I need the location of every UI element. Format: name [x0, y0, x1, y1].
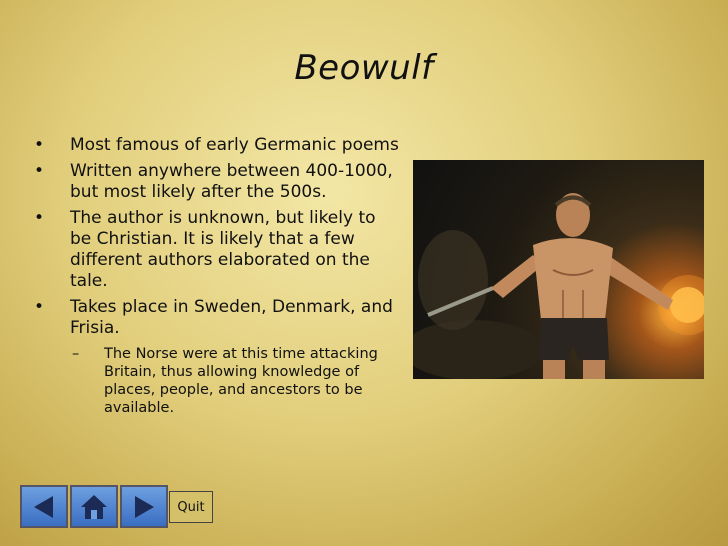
bullet-glyph: • [34, 208, 45, 228]
bullet-text: The author is unknown, but likely to be Christian. It is likely that a few different authors elaborated on the tale. [70, 208, 376, 291]
bullet-list [30, 135, 402, 417]
sub-bullet-item [70, 345, 402, 417]
slide-title: Beowulf [294, 48, 434, 88]
bullet-item [30, 161, 402, 203]
next-button[interactable] [120, 485, 168, 528]
sub-bullet-glyph: – [72, 346, 80, 362]
slide-body [30, 135, 402, 422]
forward-arrow-icon [129, 492, 159, 522]
previous-button[interactable] [20, 485, 68, 528]
beowulf-photo [413, 160, 704, 379]
home-button[interactable] [70, 485, 118, 528]
bullet-glyph: • [34, 161, 45, 181]
bullet-item [30, 208, 402, 292]
bullet-text: Most famous of early Germanic poems [70, 135, 399, 155]
back-arrow-icon [29, 492, 59, 522]
sub-bullet-list [70, 345, 402, 417]
warrior-illustration [413, 160, 704, 379]
home-icon [79, 492, 109, 522]
bullet-glyph: • [34, 135, 45, 155]
sub-bullet-text: The Norse were at this time attacking Britain, thus allowing knowledge of places, people, and ancestors to be available. [104, 346, 378, 416]
bullet-item [30, 297, 402, 417]
bullet-text: Written anywhere between 400-1000, but most likely after the 500s. [70, 161, 393, 202]
navigation-bar [20, 485, 170, 528]
bullet-glyph: • [34, 297, 45, 317]
bullet-text: Takes place in Sweden, Denmark, and Frisia. [70, 297, 393, 338]
bullet-item [30, 135, 402, 156]
quit-button[interactable]: Quit [169, 491, 213, 523]
